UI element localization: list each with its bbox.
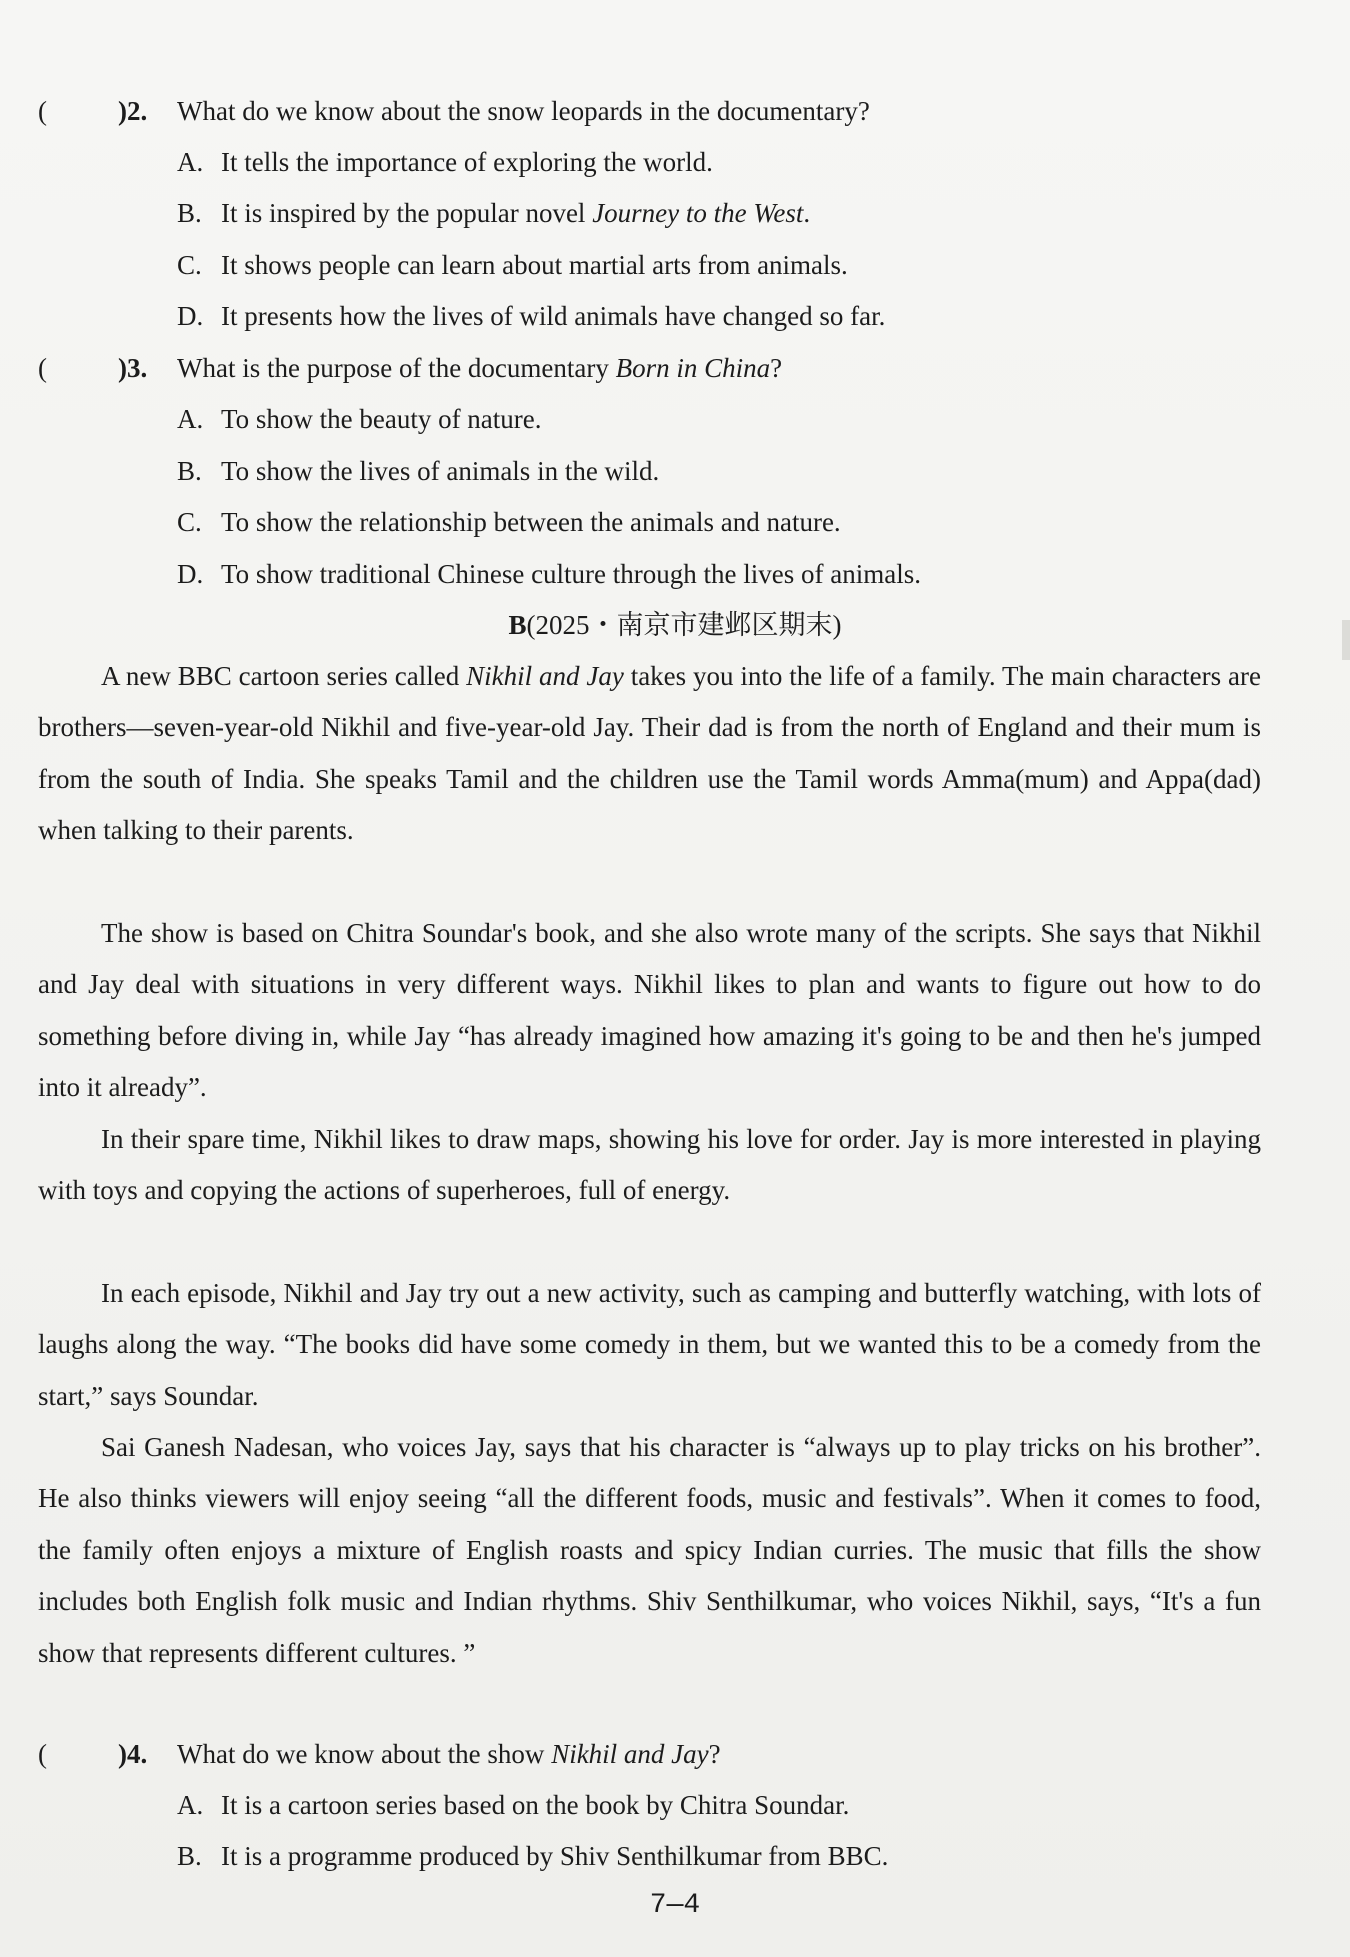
option-text: It is a cartoon series based on the book by Chitra Soundar. [221,1790,850,1820]
option-letter: D. [177,559,204,589]
option-text: It tells the importance of exploring the world. [221,147,713,177]
option-letter: C. [177,507,202,537]
option-text: It shows people can learn about martial arts from animals. [221,250,848,280]
passage-paragraph-4: In each episode, Nikhil and Jay try out a new activity, such as camping and butterfly watching, with lots of laughs along the way. “The books did have some comedy in them, but we wanted this to be a comedy from the start,” says Soundar. [38,1278,1261,1411]
option-text-end: . [803,198,811,228]
question-number: )4. [118,1739,148,1769]
question-text: What do we know about the show Nikhil and Jay? [177,1739,721,1769]
novel-title: Journey to the West [592,198,804,228]
option-letter: C. [177,250,202,280]
option-letter: A. [177,1790,204,1820]
option-2d[interactable] [177,303,885,330]
page-number: 7—4 [649,1890,701,1921]
option-3c[interactable] [177,509,841,536]
option-letter: B. [177,198,202,228]
section-heading [0,612,1350,639]
option-text: It is a programme produced by Shiv Senthilkumar from BBC. [221,1841,889,1871]
question-text: What do we know about the snow leopards in the documentary? [177,96,870,126]
option-4b[interactable] [177,1843,888,1870]
option-text: It is inspired by the popular novel [221,198,593,228]
option-4a[interactable] [177,1792,849,1819]
passage-paragraph-5: Sai Ganesh Nadesan, who voices Jay, says that his character is “always up to play tricks on his brother”. He also thinks viewers will enjoy seeing “all the different foods, music and festivals”. When it comes to food, the family often enjoys a mixture of English roasts and spicy Indian curries. The music that fills the show includes both English folk music and Indian rhythms. Shiv Senthilkumar, who voices Nikhil, says, “It's a fun show that represents different cultures. ” [38,1432,1261,1668]
passage-paragraph-1: A new BBC cartoon series called Nikhil and Jay takes you into the life of a family. The main characters are brothers—seven-year-old Nikhil and five-year-old Jay. Their dad is from the north of England and their mum is from the south of India. She speaks Tamil and the children use the Tamil words Amma(mum) and Appa(dad) when talking to their parents. [38,661,1261,846]
option-letter: B. [177,1841,202,1871]
option-2a[interactable] [177,149,713,176]
option-text: It presents how the lives of wild animals have changed so far. [221,301,886,331]
option-2c[interactable] [177,252,848,279]
option-letter: A. [177,147,204,177]
show-title: Nikhil and Jay [551,1739,709,1769]
option-text: To show the lives of animals in the wild. [221,456,660,486]
question-text: What is the purpose of the documentary Born in China? [177,353,783,383]
section-source: (2025・南京市建邺区期末) [526,610,842,640]
answer-paren[interactable]: ( [38,353,47,383]
option-letter: B. [177,456,202,486]
option-3b[interactable] [177,458,659,485]
option-3d[interactable] [177,561,921,588]
option-2b[interactable] [177,200,810,227]
option-letter: A. [177,404,204,434]
scan-edge-mark [1342,620,1350,660]
passage-paragraph-2: The show is based on Chitra Soundar's book, and she also wrote many of the scripts. She says that Nikhil and Jay deal with situations in very different ways. Nikhil likes to plan and wants to figure out how to do something before diving in, while Jay “has already imagined how amazing it's going to be and then he's jumped into it already”. [38,918,1261,1103]
answer-paren[interactable]: ( [38,1739,47,1769]
option-letter: D. [177,301,204,331]
section-letter: B [508,610,527,640]
documentary-title: Born in China [615,353,771,383]
question-number: )2. [118,96,148,126]
question-number: )3. [118,353,148,383]
answer-paren[interactable]: ( [38,96,47,126]
option-3a[interactable] [177,406,542,433]
option-text: To show the relationship between the animals and nature. [221,507,841,537]
option-text: To show the beauty of nature. [221,404,542,434]
passage-paragraph-3: In their spare time, Nikhil likes to draw maps, showing his love for order. Jay is more interested in playing with toys and copying the actions of superheroes, full of energy. [38,1124,1261,1206]
show-title: Nikhil and Jay [466,661,624,691]
option-text: To show traditional Chinese culture through the lives of animals. [221,559,921,589]
